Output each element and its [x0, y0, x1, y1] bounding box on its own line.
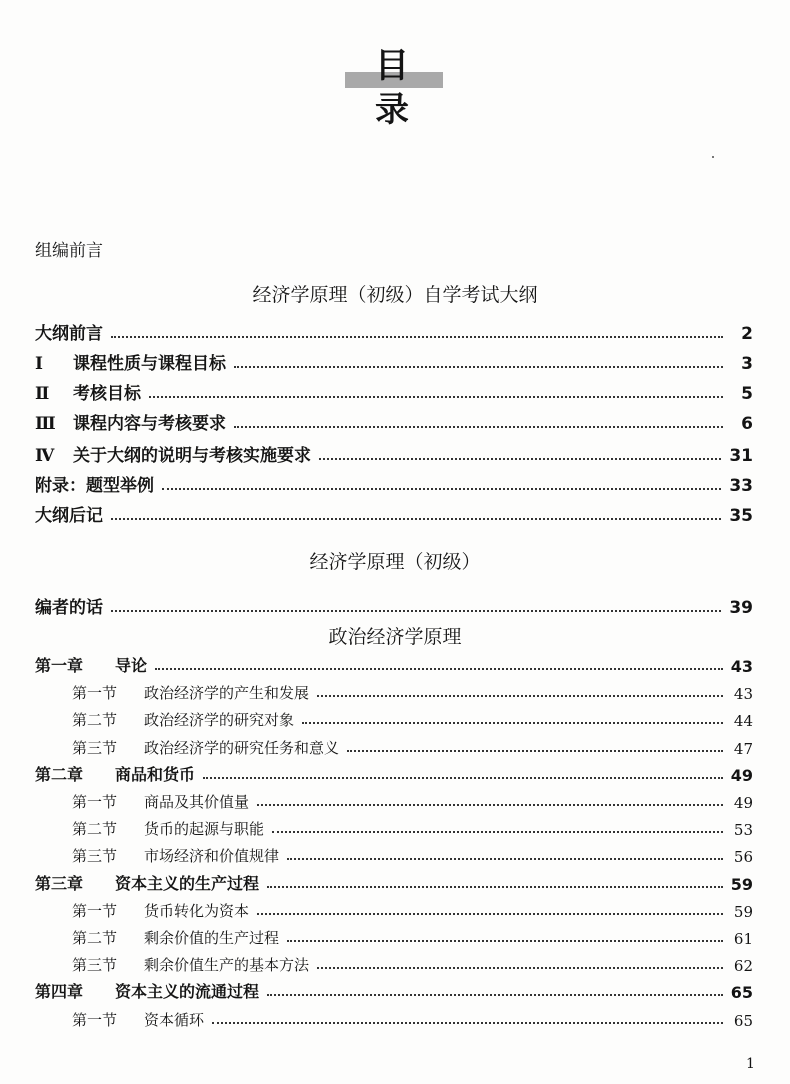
- toc-page: 43: [730, 657, 753, 676]
- toc-page: 5: [741, 384, 753, 404]
- toc-number: Ⅲ: [35, 414, 56, 434]
- toc-page: 31: [729, 446, 753, 466]
- toc-row[interactable]: [35, 650, 753, 676]
- toc-page: 39: [729, 598, 753, 618]
- toc-row[interactable]: [72, 677, 753, 703]
- toc-row[interactable]: [35, 868, 753, 894]
- toc-row[interactable]: [72, 813, 753, 839]
- leader-dots: [287, 940, 723, 942]
- toc-page: 65: [733, 1011, 753, 1030]
- toc-row[interactable]: [35, 759, 753, 785]
- toc-page: 47: [733, 739, 753, 758]
- toc-number: Ⅰ: [35, 354, 43, 374]
- leader-dots: [302, 722, 723, 724]
- toc-page: 49: [730, 765, 753, 785]
- toc-label: 资本主义的生产过程: [115, 873, 260, 893]
- toc-row[interactable]: [72, 704, 753, 730]
- toc-label: 商品和货币: [115, 764, 196, 784]
- toc-page: 61: [733, 930, 753, 948]
- toc-label: 附录：题型举例: [35, 476, 154, 496]
- toc-label: 编者的话: [35, 598, 103, 618]
- leader-dots: [212, 1022, 723, 1024]
- leader-dots: [162, 488, 721, 490]
- leader-dots: [111, 518, 721, 520]
- toc-row[interactable]: [35, 976, 753, 1002]
- toc-number: 第一节: [72, 793, 118, 811]
- toc-row[interactable]: [72, 840, 753, 866]
- toc-label: 导论: [115, 656, 148, 675]
- toc-label: 货币转化为资本: [144, 901, 250, 920]
- leader-dots: [317, 967, 723, 969]
- toc-page: 35: [729, 506, 753, 526]
- toc-number: 第二章: [35, 764, 84, 784]
- toc-label: 考核目标: [73, 384, 141, 404]
- toc-label: 资本主义的流通过程: [115, 982, 260, 1002]
- toc-label: 剩余价值生产的基本方法: [144, 956, 310, 975]
- leader-dots: [267, 994, 723, 996]
- leader-dots: [257, 913, 723, 915]
- toc-page: 59: [733, 902, 753, 921]
- leader-dots: [155, 668, 723, 670]
- toc-page: 2: [741, 324, 753, 344]
- toc-label: 大纲前言: [35, 324, 103, 344]
- toc-page: 33: [729, 476, 753, 496]
- toc-row[interactable]: [35, 348, 753, 374]
- leader-dots: [234, 366, 723, 368]
- section-title-outline: 经济学原理（初级）自学考试大纲: [252, 284, 538, 306]
- toc-label: 大纲后记: [35, 506, 103, 526]
- leader-dots: [317, 695, 723, 697]
- leader-dots: [287, 858, 723, 860]
- toc-label: 政治经济学的研究任务和意义: [144, 738, 340, 757]
- toc-row[interactable]: [72, 786, 753, 812]
- toc-row[interactable]: [35, 378, 753, 404]
- toc-row[interactable]: [35, 470, 753, 496]
- toc-number: 第一节: [72, 901, 118, 920]
- toc-page: 53: [733, 821, 753, 840]
- leader-dots: [347, 750, 723, 752]
- leader-dots: [319, 458, 721, 460]
- toc-label: 货币的起源与职能: [144, 820, 265, 839]
- toc-number: Ⅳ: [35, 446, 55, 466]
- toc-row[interactable]: [72, 732, 753, 758]
- toc-page: 44: [733, 712, 753, 731]
- toc-number: 第三节: [72, 956, 118, 975]
- toc-page: 3: [741, 354, 753, 374]
- toc-row[interactable]: [35, 318, 753, 344]
- toc-row[interactable]: [72, 1004, 753, 1030]
- toc-label: 课程内容与考核要求: [73, 414, 226, 434]
- preface-heading: 组编前言: [35, 241, 103, 261]
- toc-page: 59: [730, 874, 753, 894]
- page-title: 目 录: [375, 46, 431, 130]
- page-title-block: [345, 44, 443, 130]
- toc-row[interactable]: [72, 949, 753, 975]
- toc-row-editor-note[interactable]: [35, 592, 753, 618]
- scan-speck: [712, 156, 714, 158]
- section-title-political: 政治经济学原理: [328, 626, 462, 648]
- section-title-textbook: 经济学原理（初级）: [309, 551, 481, 573]
- toc-number: 第二节: [72, 929, 118, 947]
- toc-row[interactable]: [35, 408, 753, 434]
- toc-row[interactable]: [72, 895, 753, 921]
- toc-page: 62: [733, 957, 753, 976]
- page-number: 1: [746, 1056, 755, 1072]
- toc-row[interactable]: [35, 440, 753, 466]
- leader-dots: [234, 426, 723, 428]
- toc-number: 第一节: [72, 684, 118, 703]
- toc-row[interactable]: [72, 922, 753, 948]
- toc-number: 第三节: [72, 847, 118, 866]
- leader-dots: [111, 336, 723, 338]
- toc-label: 剩余价值的生产过程: [144, 929, 280, 947]
- leader-dots: [257, 804, 723, 806]
- toc-number: 第一节: [72, 1010, 118, 1029]
- leader-dots: [149, 396, 723, 398]
- toc-label: 课程性质与课程目标: [73, 354, 226, 374]
- toc-number: 第四章: [35, 982, 84, 1002]
- toc-label: 商品及其价值量: [144, 793, 250, 811]
- toc-label: 政治经济学的研究对象: [144, 711, 295, 730]
- toc-page: 49: [733, 794, 753, 812]
- toc-number: 第二节: [72, 820, 118, 839]
- leader-dots: [272, 831, 723, 833]
- toc-page: 43: [733, 685, 753, 704]
- toc-page: 6: [741, 414, 753, 434]
- toc-number: Ⅱ: [35, 384, 50, 404]
- toc-number: 第三章: [35, 873, 84, 893]
- toc-row[interactable]: [35, 500, 753, 526]
- leader-dots: [203, 777, 723, 779]
- toc-label: 资本循环: [144, 1010, 205, 1029]
- toc-label: 关于大纲的说明与考核实施要求: [73, 446, 311, 466]
- toc-label: 市场经济和价值规律: [144, 847, 280, 866]
- toc-page: 65: [730, 983, 753, 1003]
- toc-number: 第二节: [72, 711, 118, 730]
- toc-number: 第三节: [72, 738, 118, 757]
- toc-page: 56: [733, 848, 753, 867]
- leader-dots: [267, 886, 723, 888]
- leader-dots: [111, 610, 721, 612]
- toc-number: 第一章: [35, 656, 84, 675]
- toc-label: 政治经济学的产生和发展: [144, 684, 310, 703]
